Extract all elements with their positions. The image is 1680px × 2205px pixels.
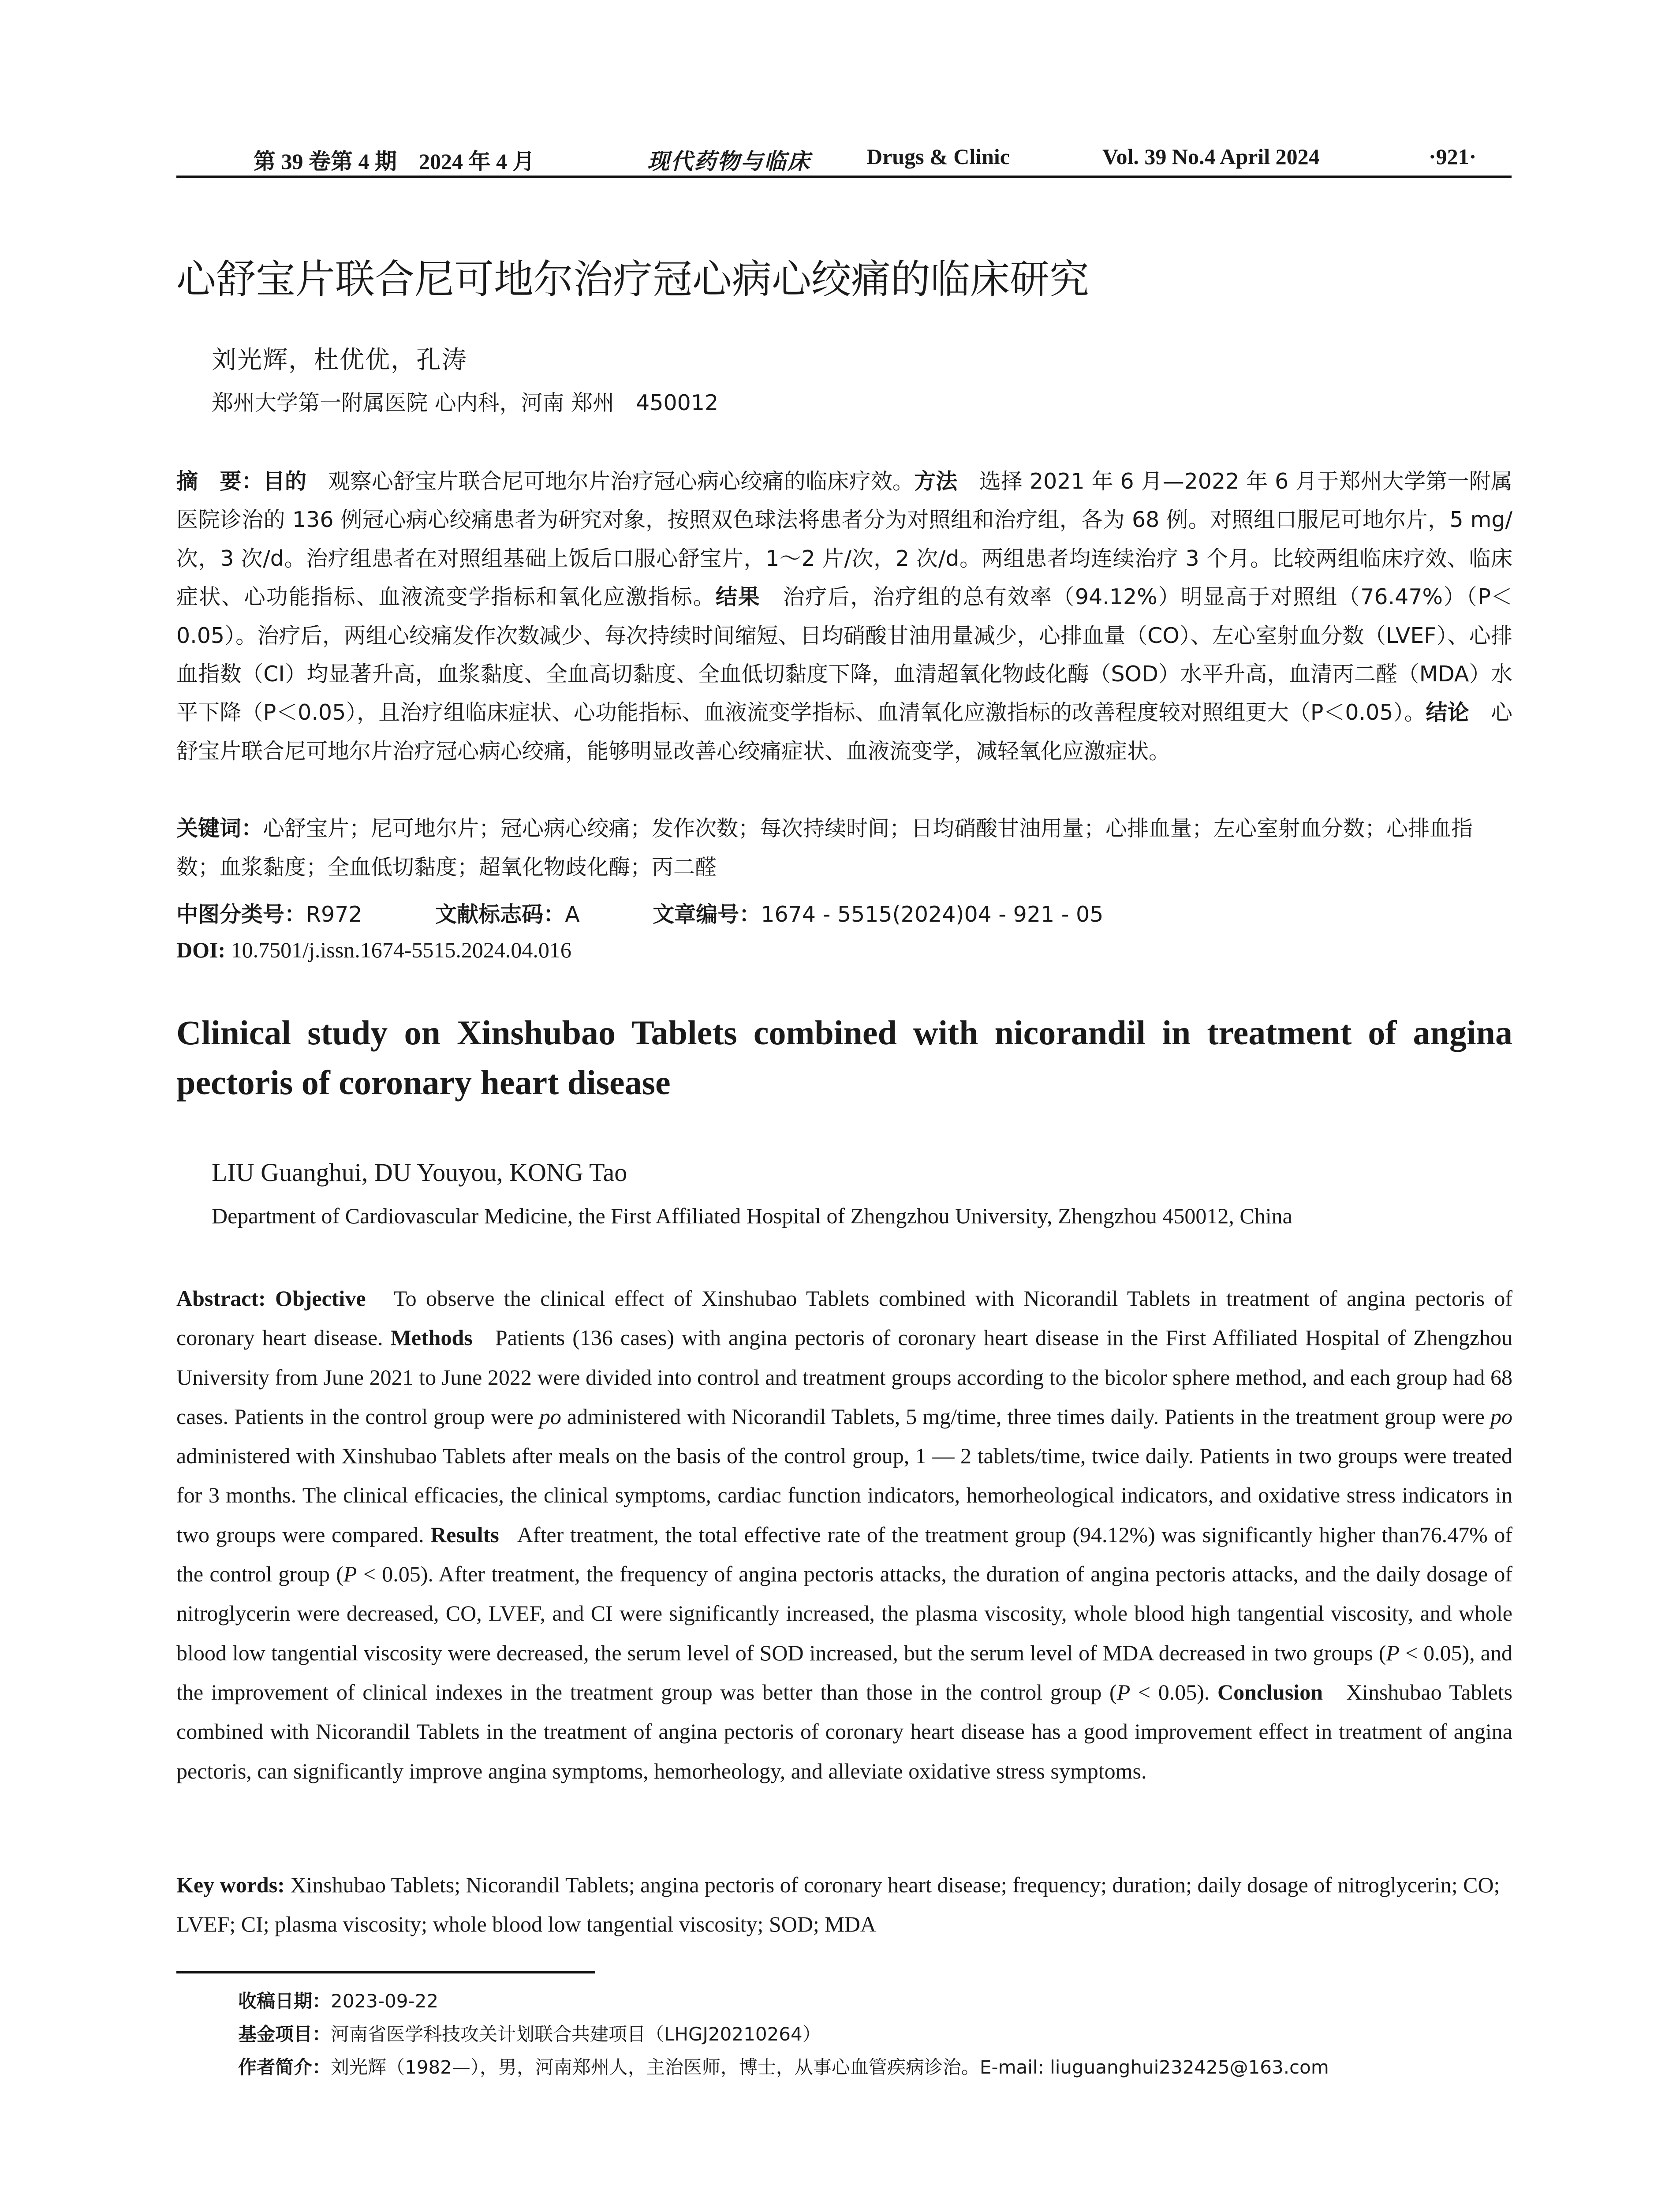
en-results-label: Results <box>430 1522 499 1547</box>
header-volume: Vol. 39 No.4 April 2024 <box>1102 144 1320 169</box>
cn-clc-value: R972 <box>306 902 362 927</box>
en-objective-label: Objective <box>275 1286 366 1311</box>
en-title: Clinical study on Xinshubao Tablets combined with nicorandil in treatment of angina pectoris of coronary heart disease <box>176 1013 1512 1102</box>
en-conclusion: Xinshubao Tablets combined with Nicorandil Tablets in the treatment of angina pectoris of coronary heart disease has a good improvement effect in treatment of angina pectoris, can significantly improve angina symptoms, hemorheology, and alleviate oxidative stress symptoms. <box>176 1679 1513 1783</box>
cn-objective: 观察心舒宝片联合尼可地尔片治疗冠心病心绞痛的临床疗效。 <box>328 469 915 494</box>
header-issue: 第 39 卷第 4 期 2024 年 4 月 <box>254 149 535 174</box>
doi <box>176 937 571 963</box>
cn-keywords <box>176 809 1512 887</box>
en-methods-part3: administered with Xinshubao Tablets after meals on the basis of the control group, 1 — 2 tablets/time, twice daily. Patients in two groups were treated for 3 months. The clinical efficacies, the clinical symptoms, cardiac function indicators, hemorheological indicators, and oxidative stress indicators in two groups were compared. <box>176 1443 1512 1547</box>
en-p-2: P <box>1386 1640 1400 1665</box>
en-results-part4: < 0.05). <box>1130 1679 1210 1704</box>
cn-doc-code-value: A <box>565 902 580 927</box>
cn-clc-label: 中图分类号： <box>176 902 306 927</box>
en-p-1: P <box>343 1562 357 1587</box>
cn-methods: 选择 2021 年 6 月—2022 年 6 月于郑州大学第一附属医院诊治的 136 例冠心病心绞痛患者为研究对象，按照双色球法将患者分为对照组和治疗组，各为 68 例。对照组口服尼可地尔片，5 mg/次，3 次/d。治疗组患者在对照组基础上饭后口服心舒宝片，1～2 片/次，2 次/d。两组患者均连续治疗 3 个月。比较两组临床疗效、临床症状、心功能指标、血液流变学指标和氧化应激指标。 <box>176 469 1512 610</box>
footnote-divider <box>176 1971 595 1973</box>
header-page-number: ·921· <box>1429 144 1477 169</box>
en-methods-part2: administered with Nicorandil Tablets, 5 mg/time, three times daily. Patients in the treatment group were <box>567 1404 1485 1429</box>
en-abstract <box>176 1279 1512 1791</box>
cn-classification <box>176 897 1169 928</box>
cn-conclusion-label: 结论 <box>1426 700 1469 725</box>
author-bio-label: 作者简介： <box>238 2056 331 2078</box>
cn-title: 心舒宝片联合尼可地尔治疗冠心病心绞痛的临床研究 <box>176 256 1089 303</box>
doi-link[interactable]: 10.7501/j.issn.1674-5515.2024.04.016 <box>231 938 571 962</box>
footnote-received <box>238 1984 1329 2018</box>
en-keywords-text: Xinshubao Tablets; Nicorandil Tablets; angina pectoris of coronary heart disease; frequency; duration; daily dosage of nitroglycerin; CO; LVEF; CI; plasma viscosity; whole blood low tangential viscosity; SOD; MDA <box>176 1872 1500 1936</box>
cn-methods-label: 方法 <box>914 469 958 494</box>
cn-abstract-label: 摘 要： <box>176 469 263 494</box>
running-header <box>176 140 1512 178</box>
cn-article-no-label: 文章编号： <box>653 902 761 927</box>
cn-results: 治疗后，治疗组的总有效率（94.12%）明显高于对照组（76.47%）（P＜0.05）。治疗后，两组心绞痛发作次数减少、每次持续时间缩短、日均硝酸甘油用量减少，心排血量（CO）、左心室射血分数（LVEF）、心排血指数（CI）均显著升高，血浆黏度、全血高切黏度、全血低切黏度下降，血清超氧化物歧化酶（SOD）水平升高，血清丙二醛（MDA）水平下降（P＜0.05），且治疗组临床症状、心功能指标、血液流变学指标、血清氧化应激指标的改善程度较对照组更大（P＜0.05）。 <box>176 584 1512 725</box>
header-journal-en: Drugs & Clinic <box>866 144 1010 169</box>
cn-conclusion: 心舒宝片联合尼可地尔片治疗冠心病心绞痛，能够明显改善心绞痛症状、血液流变学，减轻氧化应激症状。 <box>176 700 1512 764</box>
cn-authors: 刘光辉，杜优优，孔涛 <box>212 346 467 374</box>
cn-article-no-value: 1674 - 5515(2024)04 - 921 - 05 <box>761 902 1104 927</box>
fund-label: 基金项目： <box>238 2023 331 2045</box>
en-po-2: po <box>1490 1404 1513 1429</box>
header-journal-cn: 现代药物与临床 <box>647 149 811 174</box>
en-methods-label: Methods <box>390 1325 473 1350</box>
en-conclusion-label: Conclusion <box>1217 1679 1323 1704</box>
en-keywords-label: Key words: <box>176 1872 285 1897</box>
footnotes <box>238 1984 1329 2084</box>
cn-doc-code-label: 文献标志码： <box>435 902 565 927</box>
cn-article-no <box>653 902 1103 927</box>
cn-keywords-label: 关键词： <box>176 816 263 841</box>
received-label: 收稿日期： <box>238 1990 331 2012</box>
cn-objective-label: 目的 <box>263 469 307 494</box>
cn-abstract <box>176 462 1512 770</box>
cn-doc-code <box>435 902 580 927</box>
footnote-author <box>238 2051 1329 2084</box>
cn-keywords-text: 心舒宝片；尼可地尔片；冠心病心绞痛；发作次数；每次持续时间；日均硝酸甘油用量；心排血量；左心室射血分数；心排血指数；血浆黏度；全血低切黏度；超氧化物歧化酶；丙二醛 <box>176 816 1473 880</box>
en-methods-part1: Patients (136 cases) with angina pectoris of coronary heart disease in the First Affiliated Hospital of Zhengzhou University from June 2021 to June 2022 were divided into control and treatment groups according to the bicolor sphere method, and each group had 68 cases. Patients in the control group were <box>176 1325 1513 1429</box>
cn-results-label: 结果 <box>715 584 761 610</box>
cn-affiliation: 郑州大学第一附属医院 心内科，河南 郑州 450012 <box>212 390 719 415</box>
en-objective: To observe the clinical effect of Xinshubao Tablets combined with Nicorandil Tablets in treatment of angina pectoris of coronary heart disease. <box>176 1286 1512 1350</box>
en-po-1: po <box>539 1404 561 1429</box>
en-p-3: P <box>1116 1679 1131 1704</box>
en-affiliation: Department of Cardiovascular Medicine, the First Affiliated Hospital of Zhengzhou University, Zhengzhou 450012, China <box>212 1203 1292 1228</box>
en-abstract-label: Abstract: <box>176 1286 266 1311</box>
en-keywords <box>176 1865 1512 1944</box>
en-results-part1: After treatment, the total effective rate of the treatment group (94.12%) was significantly higher than76.47% of the control group ( <box>176 1522 1512 1587</box>
en-results-part3: < 0.05), and the improvement of clinical indexes in the treatment group was better than those in the control group ( <box>176 1640 1512 1704</box>
received-date: 2023-09-22 <box>331 1990 439 2012</box>
en-authors: LIU Guanghui, DU Youyou, KONG Tao <box>212 1158 627 1187</box>
author-bio-text: 刘光辉（1982—），男，河南郑州人，主治医师，博士，从事心血管疾病诊治。E-mail: liuguanghui232425@163.com <box>331 2056 1329 2078</box>
fund-text: 河南省医学科技攻关计划联合共建项目（LHGJ20210264） <box>331 2023 821 2045</box>
footnote-fund <box>238 2018 1329 2051</box>
cn-clc <box>176 902 362 927</box>
en-results-part2: < 0.05). After treatment, the frequency of angina pectoris attacks, the duration of angina pectoris attacks, and the daily dosage of nitroglycerin were decreased, CO, LVEF, and CI were significantly increased, the plasma viscosity, whole blood high tangential viscosity, and whole blood low tangential viscosity were decreased, the serum level of SOD increased, but the serum level of MDA decreased in two groups ( <box>176 1562 1512 1665</box>
doi-label: DOI: <box>176 938 226 962</box>
